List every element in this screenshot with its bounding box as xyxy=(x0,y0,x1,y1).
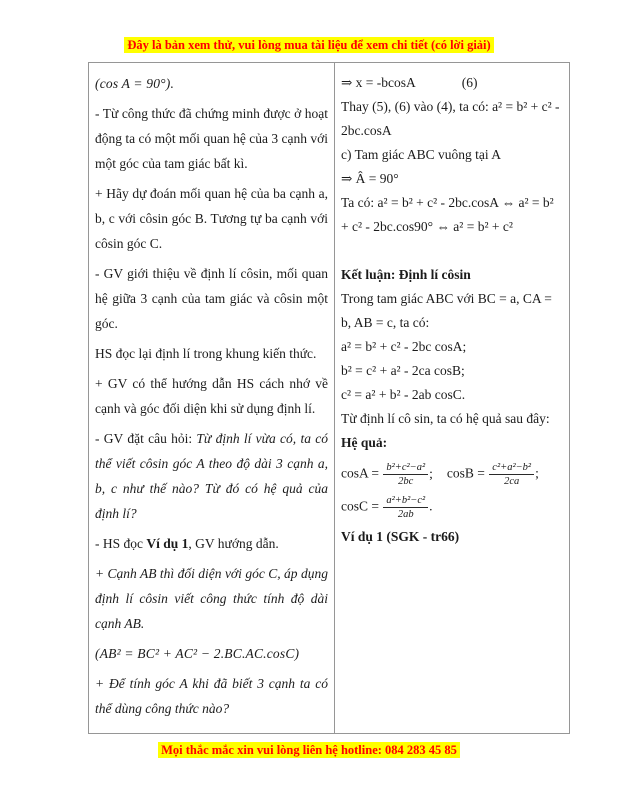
derivation-line: Ta có: a² = b² + c² - 2bc.cosA ⇔ a² = b² + c² - 2bc.cos90° ⇔ a² = b² + c² xyxy=(341,195,554,234)
fraction-cosA-denominator: 2bc xyxy=(383,474,428,488)
paragraph-gv-guide: + GV có thể hướng dẫn HS cách nhớ về cạnh và góc đối diện khi sử dụng định lí. xyxy=(95,376,328,416)
teacher-activity-column xyxy=(89,63,335,733)
question-prefix: - GV đặt câu hỏi: xyxy=(95,431,197,446)
cosA-label: cosA = xyxy=(341,465,383,481)
fraction-cosB xyxy=(489,461,534,488)
hotline-banner xyxy=(0,741,618,759)
paragraph-formula-proof: - Từ công thức đã chứng minh được ở hoạt động ta có một mối quan hệ của 3 cạnh với một góc của tam giác bất kì. xyxy=(95,106,328,171)
corollary-cosA-cosB-line xyxy=(341,461,563,488)
case-c-line: c) Tam giác ABC vuông tại A xyxy=(341,147,502,162)
law-a-line: a² = b² + c² - 2bc cosA; xyxy=(341,339,467,354)
corollary-intro-line: Từ định lí cô sin, ta có hệ quả sau đây: xyxy=(341,411,550,426)
angle-90-line: ⇒ Â = 90° xyxy=(341,171,399,186)
paragraph-predict-relation: + Hãy dự đoán mối quan hệ của ba cạnh a, b, c với côsin góc B. Tương tự ba cạnh với côsin góc C. xyxy=(95,186,328,251)
separator: . xyxy=(429,498,433,514)
content-column xyxy=(335,63,569,733)
question-italic: Từ định lí vừa có, ta có thể viết côsin góc A theo độ dài 3 cạnh a, b, c như thế nào? Từ đó có hệ quả của định lí? xyxy=(95,431,328,521)
equation-6-line xyxy=(341,71,563,95)
triangle-setup-line: Trong tam giác ABC với BC = a, CA = b, AB = c, ta có: xyxy=(341,291,552,330)
law-c-line: c² = a² + b² - 2ab cosC. xyxy=(341,387,466,402)
example-prefix: - HS đọc xyxy=(95,536,147,551)
fraction-cosA xyxy=(383,461,428,488)
corollary-cosC-line xyxy=(341,494,563,521)
example-suffix: , GV hướng dẫn. xyxy=(188,536,279,551)
paragraph-introduce-theorem: - GV giới thiệu về định lí côsin, mối quan hệ giữa 3 cạnh của tam giác và côsin một góc. xyxy=(95,266,328,331)
paragraph-hs-read: HS đọc lại định lí trong khung kiến thức. xyxy=(95,346,317,361)
substitute-line: Thay (5), (6) vào (4), ta có: a² = b² + c² - 2bc.cosA xyxy=(341,99,560,138)
math-formula-ab: (AB² = BC² + AC² − 2.BC.AC.cosC) xyxy=(95,646,300,661)
example-label: Ví dụ 1 xyxy=(146,536,189,551)
fraction-cosA-numerator: b²+c²−a² xyxy=(386,462,426,473)
paragraph-angle-question: + Để tính góc A khi đã biết 3 cạnh ta có thể dùng công thức nào? xyxy=(95,676,328,716)
preview-notice-banner xyxy=(0,36,618,54)
lesson-plan-table xyxy=(88,62,570,734)
separator: ; xyxy=(535,465,539,481)
paragraph-side-ab: + Cạnh AB thì đối diện với góc C, áp dụng định lí côsin viết công thức tính độ dài cạnh AB. xyxy=(95,566,328,631)
corollary-heading: Hệ quả: xyxy=(341,435,388,450)
fraction-cosB-numerator: c²+a²−b² xyxy=(492,462,532,473)
law-b-line: b² = c² + a² - 2ca cosB; xyxy=(341,363,465,378)
cosC-label: cosC = xyxy=(341,498,383,514)
separator: ; xyxy=(429,465,433,481)
fraction-cosC xyxy=(383,494,428,521)
preview-notice-text: Đây là bản xem thử, vui lòng mua tài liệu để xem chi tiết (có lời giải) xyxy=(124,37,493,53)
conclusion-heading: Kết luận: Định lí côsin xyxy=(341,267,471,282)
fraction-cosB-denominator: 2ca xyxy=(489,474,534,488)
paragraph-hs-example xyxy=(95,531,328,556)
equation-6-ref: (6) xyxy=(461,75,478,90)
paragraph-gv-question xyxy=(95,426,328,526)
example-heading: Ví dụ 1 (SGK - tr66) xyxy=(341,529,460,544)
cosB-label: cosB = xyxy=(446,465,489,481)
fraction-cosC-numerator: a²+b²−c² xyxy=(386,495,426,506)
fraction-cosC-denominator: 2ab xyxy=(383,507,428,521)
math-note-cosA: (cos A = 90°). xyxy=(95,76,175,91)
equation-6: ⇒ x = -bcosA xyxy=(341,75,416,90)
hotline-text: Mọi thắc mắc xin vui lòng liên hệ hotline: 084 283 45 85 xyxy=(158,742,460,758)
